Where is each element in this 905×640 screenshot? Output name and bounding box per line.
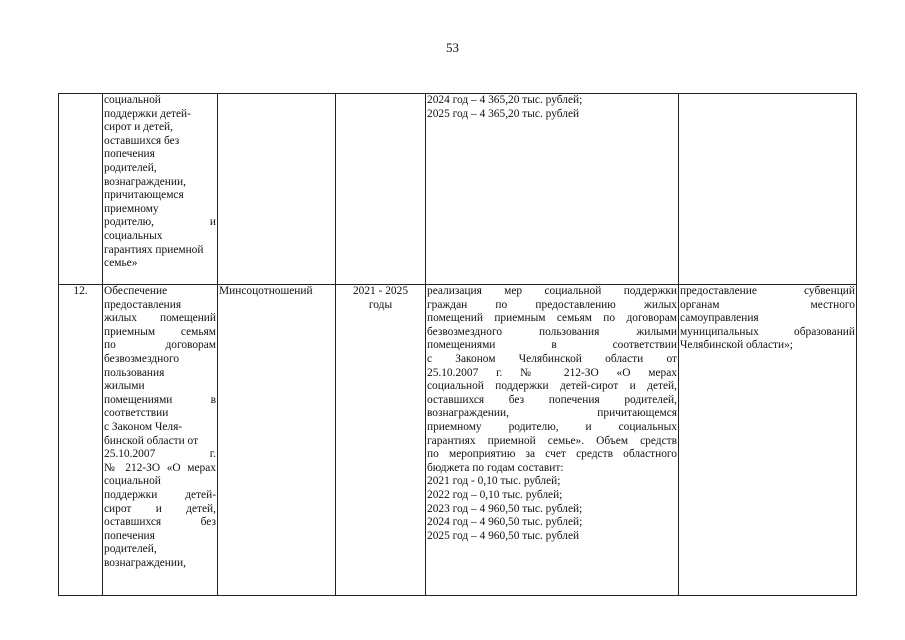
financing-line: бюджета по годам составит: <box>427 461 564 474</box>
measure-name-line: социальной <box>104 94 161 106</box>
measure-name-line: жилыми <box>104 380 145 393</box>
period-cell: 2021 - 2025 годы <box>336 285 426 596</box>
period-cell <box>336 94 426 285</box>
financing-line: 25.10.2007 г. № 212-ЗО «О мерах <box>427 366 677 379</box>
measure-name-line: сирот и детей, <box>104 502 216 515</box>
financing-line: 2024 год – 4 365,20 тыс. рублей; <box>427 94 583 106</box>
financing-line: помещениями в соответствии <box>427 339 677 352</box>
measure-name-line: причитающемся <box>104 189 184 202</box>
executor-cell: Минсоцотношений <box>218 285 336 596</box>
measure-name-line: оставшихся без <box>104 134 180 147</box>
measure-name-line: семье» <box>104 257 138 270</box>
measure-name-line: родителю, и <box>104 216 216 229</box>
measure-name-line: приемному <box>104 202 159 215</box>
financing-line: с Законом Челябинской области от <box>427 352 677 365</box>
result-line: органам местного <box>680 298 855 311</box>
row-number-cell: 12. <box>59 285 103 596</box>
financing-line: оставшихся без попечения родителей, <box>427 393 677 406</box>
financing-line: 2021 год - 0,10 тыс. рублей; <box>427 475 561 488</box>
measure-name-line: социальных <box>104 229 163 242</box>
measure-name-line: пользования <box>104 366 165 379</box>
measure-name-line: бинской области от <box>104 434 199 447</box>
financing-line: безвозмездного пользования жилыми <box>427 325 677 338</box>
measure-name-line: № 212-ЗО «О мерах <box>104 461 216 474</box>
measure-name-line: предоставления <box>104 298 182 311</box>
result-cell <box>679 285 857 596</box>
measure-name-cell <box>103 285 218 596</box>
financing-line: 2025 год – 4 365,20 тыс. рублей <box>427 107 580 120</box>
financing-line: помещений приемным семьям по договорам <box>427 312 677 325</box>
financing-line: вознаграждении, причитающемся <box>427 407 677 420</box>
financing-line: реализация мер социальной поддержки <box>427 285 677 297</box>
measure-name-line: попечения <box>104 148 155 161</box>
financing-line: по мероприятию за счет средств областного <box>427 448 677 461</box>
measure-name-line: соответствии <box>104 407 169 420</box>
result-line: самоуправления <box>680 312 759 325</box>
result-line: предоставление субвенций <box>680 285 855 297</box>
financing-line: социальной поддержки детей-сирот и детей, <box>427 380 677 393</box>
row-number-cell <box>59 94 103 285</box>
table-row <box>59 94 857 285</box>
measure-name-line: помещениями в <box>104 393 216 406</box>
measure-name-line: вознаграждении, <box>104 556 186 569</box>
measure-name-line: поддержки детей- <box>104 488 216 501</box>
measure-name-cell <box>103 94 218 285</box>
measure-name-line: поддержки детей- <box>104 107 191 120</box>
measure-name-line: Обеспечение <box>104 285 168 297</box>
result-line: Челябинской области»; <box>680 339 793 352</box>
measure-name-line: по договорам <box>104 339 216 352</box>
page-number: 53 <box>446 40 459 55</box>
measure-name-line: безвозмездного <box>104 352 180 365</box>
measure-name-line: социальной <box>104 475 161 488</box>
table-row <box>59 285 857 596</box>
financing-line: приемному родителю, и социальных <box>427 420 677 433</box>
measure-name-line: вознаграждении, <box>104 175 186 188</box>
financing-cell <box>426 285 679 596</box>
measure-name-line: родителей, <box>104 543 157 556</box>
measure-name-line: попечения <box>104 529 155 542</box>
measure-name-line: с Законом Челя- <box>104 420 183 433</box>
financing-cell <box>426 94 679 285</box>
measure-name-line: приемным семьям <box>104 325 216 338</box>
result-line: муниципальных образований <box>680 325 855 338</box>
measure-name-line: оставшихся без <box>104 516 216 529</box>
measure-name-line: гарантиях приемной <box>104 243 204 256</box>
measure-name-line: сирот и детей, <box>104 121 173 134</box>
program-table <box>58 93 857 596</box>
financing-line: граждан по предоставлению жилых <box>427 298 677 311</box>
financing-line: 2025 год – 4 960,50 тыс. рублей <box>427 529 580 542</box>
financing-line: 2023 год – 4 960,50 тыс. рублей; <box>427 502 583 515</box>
result-cell <box>679 94 857 285</box>
financing-line: гарантиях приемной семье». Объем средств <box>427 434 677 447</box>
financing-line: 2022 год – 0,10 тыс. рублей; <box>427 488 563 501</box>
measure-name-line: родителей, <box>104 161 157 174</box>
executor-cell <box>218 94 336 285</box>
measure-name-line: жилых помещений <box>104 312 216 325</box>
measure-name-line: 25.10.2007 г. <box>104 448 216 461</box>
financing-line: 2024 год – 4 960,50 тыс. рублей; <box>427 516 583 529</box>
